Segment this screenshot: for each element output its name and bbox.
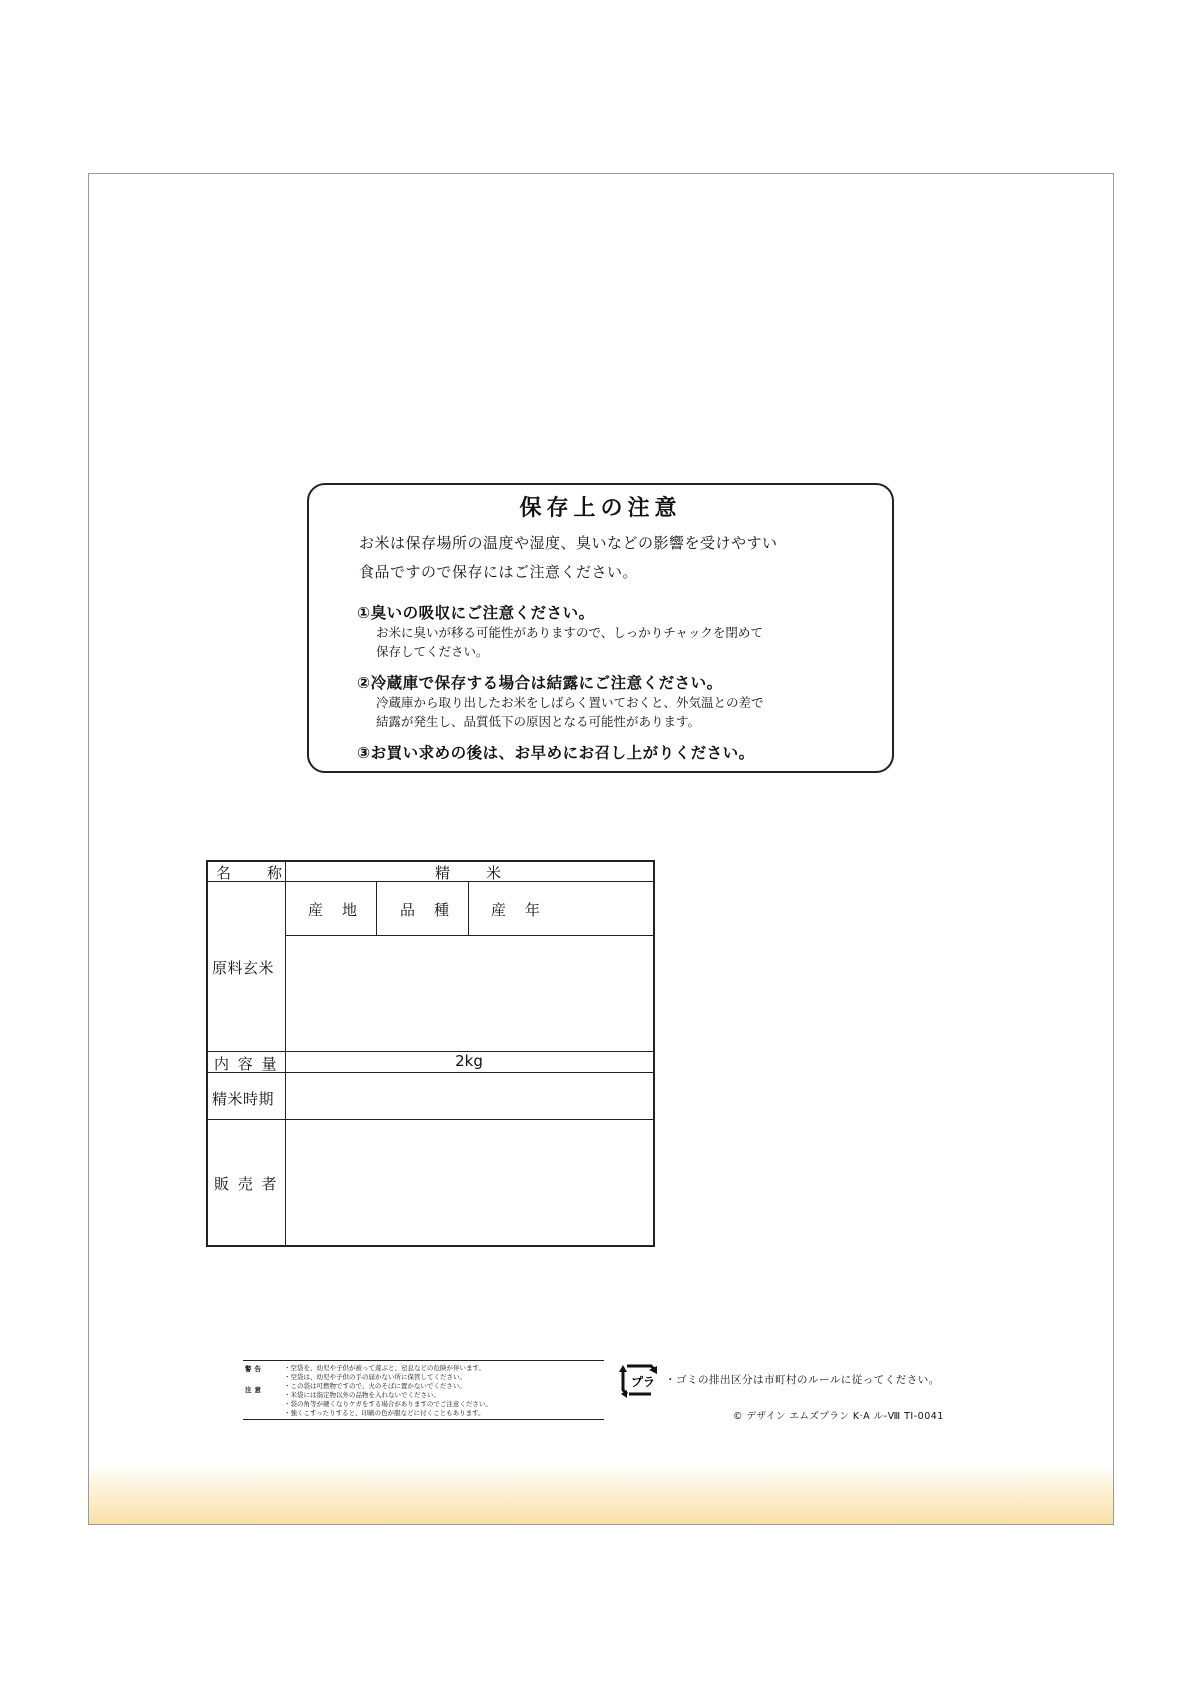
content-label: 内 容 量 bbox=[214, 1055, 279, 1073]
warning-line: ・空袋を、幼児や子供が被って遊ぶと、窒息などの危険が伴います。 bbox=[284, 1364, 485, 1372]
bag-outline bbox=[88, 173, 1114, 1525]
caution-item-1-heading: ①臭いの吸収にご注意ください。 bbox=[357, 604, 595, 622]
product-label-table bbox=[206, 860, 655, 1247]
caution-title: 保存上の注意 bbox=[519, 496, 682, 521]
origin-column-header: 産 地 bbox=[308, 901, 360, 919]
caution-item-1-line-1: お米に臭いが移る可能性がありますので、しっかりチャックを閉めて bbox=[376, 625, 763, 640]
row-divider-milling bbox=[208, 1119, 653, 1120]
caution-intro-line-1: お米は保存場所の温度や湿度、臭いなどの影響を受けやすい bbox=[359, 534, 778, 552]
warning-notice-block bbox=[243, 1360, 604, 1420]
design-credit: © デザイン エムズプラン K·A ル-Ⅷ TI-0041 bbox=[733, 1411, 944, 1422]
caution-intro bbox=[359, 529, 869, 587]
variety-column-header: 品 種 bbox=[400, 901, 452, 919]
caution-item-2-heading: ②冷蔵庫で保存する場合は結露にご注意ください。 bbox=[357, 674, 723, 692]
caution-item-3-heading: ③お買い求めの後は、お早めにお召し上がりください。 bbox=[357, 744, 755, 762]
caution-item-1-body bbox=[376, 623, 876, 661]
raw-col-divider-1 bbox=[376, 881, 377, 936]
warning-line: ・この袋は可燃物ですので、火のそばに置かないでください。 bbox=[284, 1382, 466, 1390]
seller-label: 販 売 者 bbox=[214, 1175, 279, 1193]
notice-key: 注意 bbox=[245, 1386, 264, 1394]
milling-date-label: 精米時期 bbox=[212, 1090, 275, 1108]
warning-key: 警告 bbox=[245, 1365, 264, 1373]
caution-item-2-body bbox=[376, 693, 876, 731]
row-divider-raw-header bbox=[285, 935, 653, 936]
warning-line: ・空袋は、幼児や子供の手の届かない所に保管してください。 bbox=[284, 1373, 466, 1381]
raw-col-divider-2 bbox=[468, 881, 469, 936]
raw-rice-label: 原料玄米 bbox=[212, 959, 275, 977]
caution-item-1-line-2: 保存してください。 bbox=[376, 644, 489, 659]
warning-line: ・袋の角等が硬くなりケガをする場合がありますのでご注意ください。 bbox=[284, 1400, 492, 1408]
garbage-disposal-note: ・ゴミの排出区分は市町村のルールに従ってください。 bbox=[665, 1374, 940, 1386]
caution-intro-line-2: 食品ですので保存にはご注意ください。 bbox=[359, 563, 639, 581]
name-label: 名 称 bbox=[216, 864, 285, 882]
plastic-recycle-icon bbox=[617, 1360, 661, 1400]
recycle-mark-text: プラ bbox=[631, 1375, 656, 1389]
year-column-header: 産 年 bbox=[491, 901, 543, 919]
caution-item-2-line-2: 結露が発生し、品質低下の原因となる可能性があります。 bbox=[376, 714, 701, 729]
warning-line: ・強くこすったりすると、印刷の色が服などに付くこともあります。 bbox=[284, 1409, 485, 1417]
caution-item-2-line-1: 冷蔵庫から取り出したお米をしばらく置いておくと、外気温との差で bbox=[376, 695, 764, 710]
warning-line: ・米袋には指定物以外の品物を入れないでください。 bbox=[284, 1391, 440, 1399]
content-value: 2kg bbox=[455, 1052, 483, 1070]
storage-caution-box bbox=[307, 483, 894, 773]
name-value: 精 米 bbox=[434, 864, 503, 882]
